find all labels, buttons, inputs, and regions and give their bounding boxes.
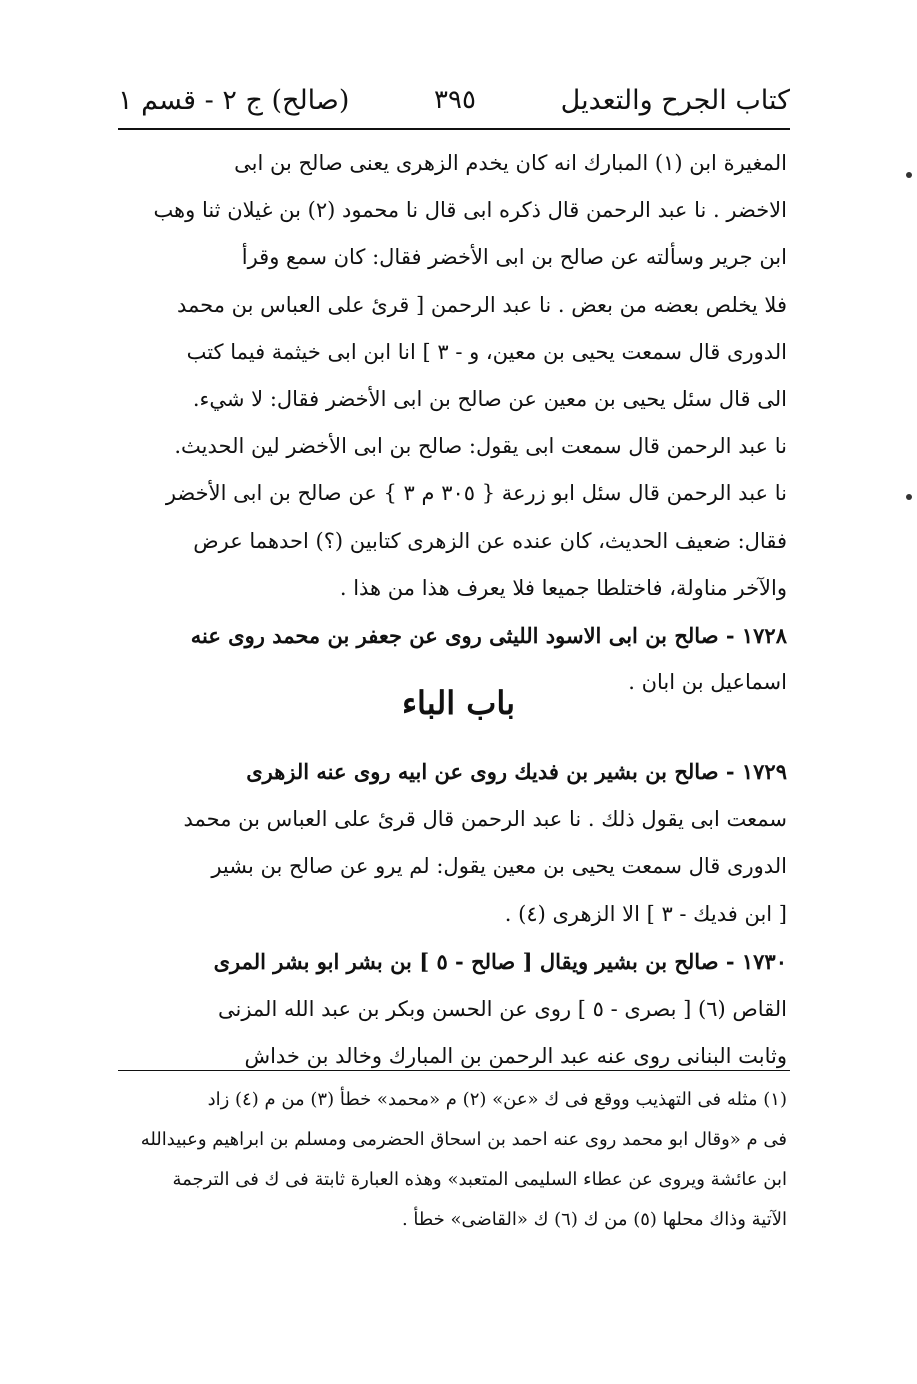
text-line: نا عبد الرحمن قال سئل ابو زرعة { ٣٠٥ م ٣ } عن صالح بن ابى الأخضر (165, 481, 787, 506)
entry-1729-line: ١٧٢٩ - صالح بن بشير بن فديك روى عن ابيه روى عنه الزهرى (246, 759, 787, 784)
text-line: نا عبد الرحمن قال سمعت ابى يقول: صالح بن ابى الأخضر لين الحديث. (174, 434, 787, 459)
footnotes (125, 1080, 787, 1240)
footnote-line: ابن عائشة ويروى عن عطاء السليمى المتعبد» وهذه العبارة ثابتة فى ك فى الترجمة (172, 1169, 787, 1190)
text-line: الدورى قال سمعت يحيى بن معين، و - ٣ ] انا ابن ابى خيثمة فيما كتب (186, 339, 787, 364)
running-header (118, 78, 790, 122)
section-heading: باب الباء (401, 684, 515, 722)
entry-1728-line: ١٧٢٨ - صالح بن ابى الاسود الليثى روى عن جعفر بن محمد روى عنه (190, 622, 787, 648)
margin-speck (906, 494, 912, 500)
text-line: [ ابن فديك - ٣ ] الا الزهرى (٤) . (504, 901, 787, 926)
text-line: والآخر مناولة، فاختلطا جميعا فلا يعرف هذا من هذا . (339, 575, 787, 600)
text-line: وثابت البنانى روى عنه عبد الرحمن بن المبارك وخالد بن خداش (244, 1044, 787, 1068)
page-number: ٣٩٥ (434, 85, 476, 115)
entry-1730-line: ١٧٣٠ - صالح بن بشير ويقال [ صالح - ٥ ] بن بشر ابو بشر المرى (213, 949, 787, 974)
text-line: الاخضر . نا عبد الرحمن قال ذكره ابى قال نا محمود (٢) بن غيلان ثنا وهب (153, 198, 787, 223)
text-line: فقال: ضعيف الحديث، كان عنده عن الزهرى كتابين (؟) احدهما عرض (193, 528, 787, 553)
footnote-line: فى م «وقال ابو محمد روى عنه احمد بن اسحاق الحضرمى ومسلم بن ابراهيم وعبيدالله (140, 1129, 787, 1150)
text-line: المغيرة ابن (١) المبارك انه كان يخدم الزهرى يعنى صالح بن ابى (234, 151, 787, 175)
text-line: ابن جرير وسألته عن صالح بن ابى الأخضر فقال: كان سمع وقرأ (241, 245, 787, 270)
text-line: الدورى قال سمعت يحيى بن معين يقول: لم يرو عن صالح بن بشير (211, 854, 787, 878)
text-line: فلا يخلص بعضه من بعض . نا عبد الرحمن [ قرئ على العباس بن محمد (177, 292, 787, 317)
margin-speck (906, 172, 912, 178)
footnote-line: الآتية وذاك محلها (٥) من ك (٦) ك «القاضى» خطأ . (401, 1209, 787, 1230)
footnote-rule (118, 1070, 790, 1071)
text-line: القاص (٦) [ بصرى - ٥ ] روى عن الحسن وبكر بن عبد الله المزنى (217, 996, 787, 1021)
text-line: سمعت ابى يقول ذلك . نا عبد الرحمن قال قرئ على العباس بن محمد (183, 806, 787, 831)
text-line: اسماعيل بن ابان . (628, 670, 787, 695)
main-text-continued (125, 748, 787, 1081)
footnote-line: (١) مثله فى التهذيب ووقع فى ك «عن» (٢) م «محمد» خطأ (٣) من م (٤) زاد (207, 1089, 787, 1110)
header-rule (118, 128, 790, 130)
text-line: الى قال سئل يحيى بن معين عن صالح بن ابى الأخضر فقال: لا شيء. (192, 386, 787, 411)
section-label: (صالح) ج ٢ - قسم ١ (118, 84, 350, 116)
main-text (125, 140, 787, 706)
book-title: كتاب الجرح والتعديل (560, 84, 790, 116)
